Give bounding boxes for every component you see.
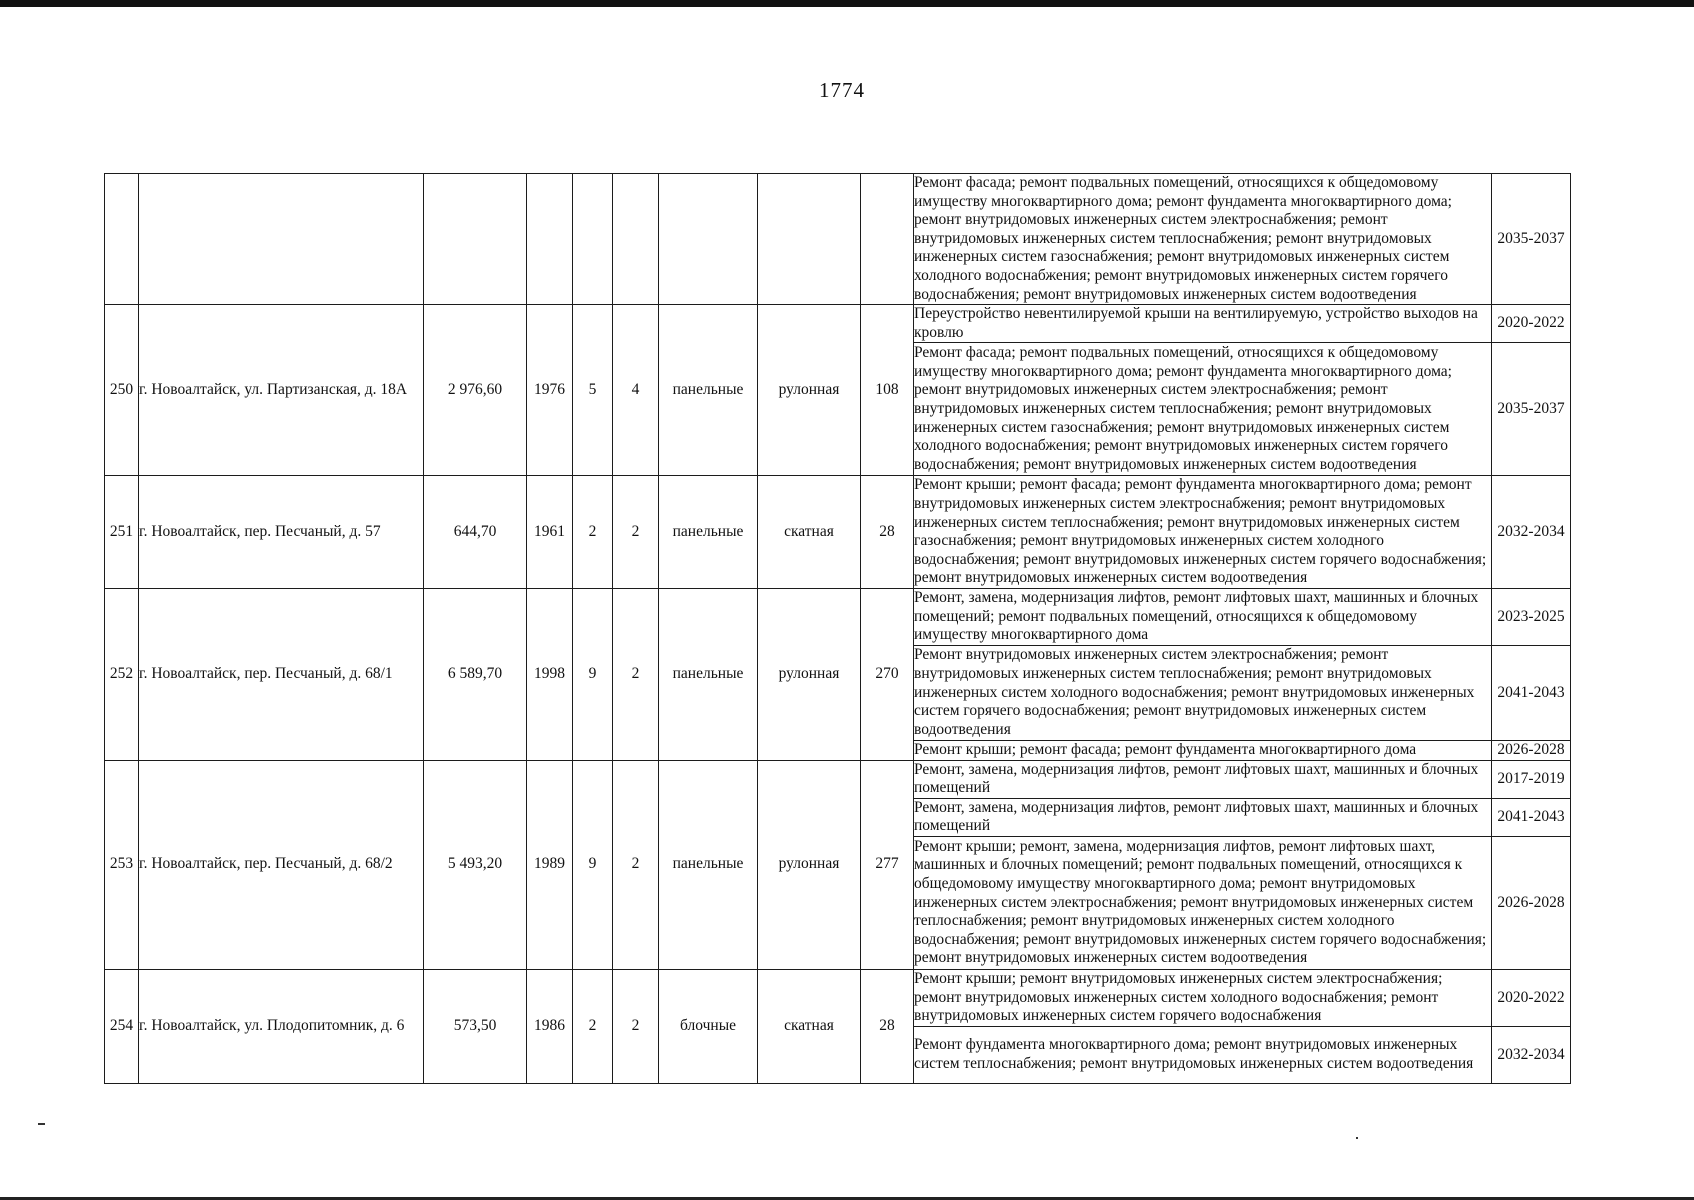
repair-period: 2035-2037 bbox=[1492, 343, 1571, 476]
address bbox=[139, 174, 424, 305]
wall-material: блочные bbox=[659, 969, 758, 1083]
repair-works: Ремонт фундамента многоквартирного дома; ремонт внутридомовых инженерных систем теплоснабжения; ремонт внутридомовых инженерных систем водоотведения bbox=[914, 1026, 1492, 1083]
row-number: 252 bbox=[105, 588, 139, 760]
repair-works: Ремонт крыши; ремонт фасада; ремонт фундамента многоквартирного дома; ремонт внутридомовых инженерных систем электроснабжения; ремонт внутридомовых инженерных систем теплоснабжения; ремонт внутридомовых инженерных систем газоснабжения; ремонт внутридомовых инженерных систем холодного водоснабжения; ремонт внутридомовых инженерных систем горячего водоснабжения; ремонт внутридомовых инженерных систем водоотведения bbox=[914, 476, 1492, 589]
roof-type: рулонная bbox=[758, 760, 861, 969]
total-area: 573,50 bbox=[424, 969, 527, 1083]
repair-works: Ремонт внутридомовых инженерных систем электроснабжения; ремонт внутридомовых инженерных систем теплоснабжения; ремонт внутридомовых инженерных систем холодного водоснабжения; ремонт внутридомовых инженерных систем горячего водоснабжения; ремонт внутридомовых инженерных систем водоотведения bbox=[914, 645, 1492, 740]
floors-count: 2 bbox=[573, 969, 613, 1083]
row-number: 253 bbox=[105, 760, 139, 969]
floors-count: 5 bbox=[573, 305, 613, 476]
repair-period: 2026-2028 bbox=[1492, 836, 1571, 969]
wall-material: панельные bbox=[659, 588, 758, 760]
build-year: 1976 bbox=[527, 305, 573, 476]
build-year: 1989 bbox=[527, 760, 573, 969]
repair-works: Переустройство невентилируемой крыши на вентилируемую, устройство выходов на кровлю bbox=[914, 305, 1492, 343]
entrances-count: 2 bbox=[613, 588, 659, 760]
residents-count bbox=[861, 174, 914, 305]
address: г. Новоалтайск, пер. Песчаный, д. 68/2 bbox=[139, 760, 424, 969]
row-number: 254 bbox=[105, 969, 139, 1083]
repair-period: 2032-2034 bbox=[1492, 476, 1571, 589]
table-row bbox=[105, 588, 1571, 645]
entrances-count: 2 bbox=[613, 476, 659, 589]
floors-count: 9 bbox=[573, 588, 613, 760]
roof-type bbox=[758, 174, 861, 305]
table-row bbox=[105, 174, 1571, 305]
roof-type: рулонная bbox=[758, 305, 861, 476]
roof-type: скатная bbox=[758, 476, 861, 589]
entrances-count: 4 bbox=[613, 305, 659, 476]
total-area: 6 589,70 bbox=[424, 588, 527, 760]
wall-material: панельные bbox=[659, 305, 758, 476]
residents-count: 108 bbox=[861, 305, 914, 476]
page-number: 1774 bbox=[819, 78, 865, 102]
repair-works: Ремонт, замена, модернизация лифтов, ремонт лифтовых шахт, машинных и блочных помещений; ремонт подвальных помещений, относящихся к общедомовому имуществу многоквартирного дома bbox=[914, 588, 1492, 645]
wall-material bbox=[659, 174, 758, 305]
wall-material: панельные bbox=[659, 760, 758, 969]
residents-count: 28 bbox=[861, 969, 914, 1083]
address: г. Новоалтайск, ул. Плодопитомник, д. 6 bbox=[139, 969, 424, 1083]
repair-period: 2032-2034 bbox=[1492, 1026, 1571, 1083]
repair-works: Ремонт крыши; ремонт, замена, модернизация лифтов, ремонт лифтовых шахт, машинных и блочных помещений; ремонт подвальных помещений, относящихся к общедомовому имуществу многоквартирного дома; ремонт внутридомовых инженерных систем электроснабжения; ремонт внутридомовых инженерных систем теплоснабжения; ремонт внутридомовых инженерных систем холодного водоснабжения; ремонт внутридомовых инженерных систем горячего водоснабжения; ремонт внутридомовых инженерных систем водоотведения bbox=[914, 836, 1492, 969]
address: г. Новоалтайск, пер. Песчаный, д. 68/1 bbox=[139, 588, 424, 760]
scan-speck bbox=[1356, 1137, 1358, 1139]
repair-period: 2041-2043 bbox=[1492, 645, 1571, 740]
repair-works: Ремонт фасада; ремонт подвальных помещений, относящихся к общедомовому имуществу многоквартирного дома; ремонт фундамента многоквартирного дома; ремонт внутридомовых инженерных систем электроснабжения; ремонт внутридомовых инженерных систем теплоснабжения; ремонт внутридомовых инженерных систем газоснабжения; ремонт внутридомовых инженерных систем холодного водоснабжения; ремонт внутридомовых инженерных систем горячего водоснабжения; ремонт внутридомовых инженерных систем водоотведения bbox=[914, 174, 1492, 305]
floors-count: 2 bbox=[573, 476, 613, 589]
address: г. Новоалтайск, ул. Партизанская, д. 18А bbox=[139, 305, 424, 476]
repair-period: 2020-2022 bbox=[1492, 305, 1571, 343]
repair-works: Ремонт фасада; ремонт подвальных помещений, относящихся к общедомовому имуществу многоквартирного дома; ремонт фундамента многоквартирного дома; ремонт внутридомовых инженерных систем электроснабжения; ремонт внутридомовых инженерных систем теплоснабжения; ремонт внутридомовых инженерных систем газоснабжения; ремонт внутридомовых инженерных систем холодного водоснабжения; ремонт внутридомовых инженерных систем горячего водоснабжения; ремонт внутридомовых инженерных систем водоотведения bbox=[914, 343, 1492, 476]
repair-period: 2041-2043 bbox=[1492, 798, 1571, 836]
repair-works: Ремонт крыши; ремонт фасада; ремонт фундамента многоквартирного дома bbox=[914, 740, 1492, 760]
repair-period: 2017-2019 bbox=[1492, 760, 1571, 798]
row-number bbox=[105, 174, 139, 305]
row-number: 251 bbox=[105, 476, 139, 589]
total-area: 644,70 bbox=[424, 476, 527, 589]
address: г. Новоалтайск, пер. Песчаный, д. 57 bbox=[139, 476, 424, 589]
roof-type: скатная bbox=[758, 969, 861, 1083]
total-area: 2 976,60 bbox=[424, 305, 527, 476]
build-year bbox=[527, 174, 573, 305]
repair-period: 2020-2022 bbox=[1492, 969, 1571, 1026]
scan-speck bbox=[38, 1123, 45, 1125]
floors-count: 9 bbox=[573, 760, 613, 969]
repair-works: Ремонт крыши; ремонт внутридомовых инженерных систем электроснабжения; ремонт внутридомовых инженерных систем холодного водоснабжения; ремонт внутридомовых инженерных систем горячего водоснабжения bbox=[914, 969, 1492, 1026]
row-number: 250 bbox=[105, 305, 139, 476]
entrances-count: 2 bbox=[613, 760, 659, 969]
total-area: 5 493,20 bbox=[424, 760, 527, 969]
residents-count: 277 bbox=[861, 760, 914, 969]
residents-count: 28 bbox=[861, 476, 914, 589]
buildings-table bbox=[104, 173, 1571, 1084]
scan-top-border bbox=[0, 0, 1694, 7]
table-row bbox=[105, 305, 1571, 343]
repair-works: Ремонт, замена, модернизация лифтов, ремонт лифтовых шахт, машинных и блочных помещений bbox=[914, 798, 1492, 836]
entrances-count bbox=[613, 174, 659, 305]
repair-period: 2026-2028 bbox=[1492, 740, 1571, 760]
table-row bbox=[105, 476, 1571, 589]
roof-type: рулонная bbox=[758, 588, 861, 760]
build-year: 1961 bbox=[527, 476, 573, 589]
build-year: 1998 bbox=[527, 588, 573, 760]
build-year: 1986 bbox=[527, 969, 573, 1083]
total-area bbox=[424, 174, 527, 305]
residents-count: 270 bbox=[861, 588, 914, 760]
repair-period: 2023-2025 bbox=[1492, 588, 1571, 645]
entrances-count: 2 bbox=[613, 969, 659, 1083]
floors-count bbox=[573, 174, 613, 305]
table-row bbox=[105, 969, 1571, 1026]
repair-period: 2035-2037 bbox=[1492, 174, 1571, 305]
repair-works: Ремонт, замена, модернизация лифтов, ремонт лифтовых шахт, машинных и блочных помещений bbox=[914, 760, 1492, 798]
table-row bbox=[105, 760, 1571, 798]
wall-material: панельные bbox=[659, 476, 758, 589]
